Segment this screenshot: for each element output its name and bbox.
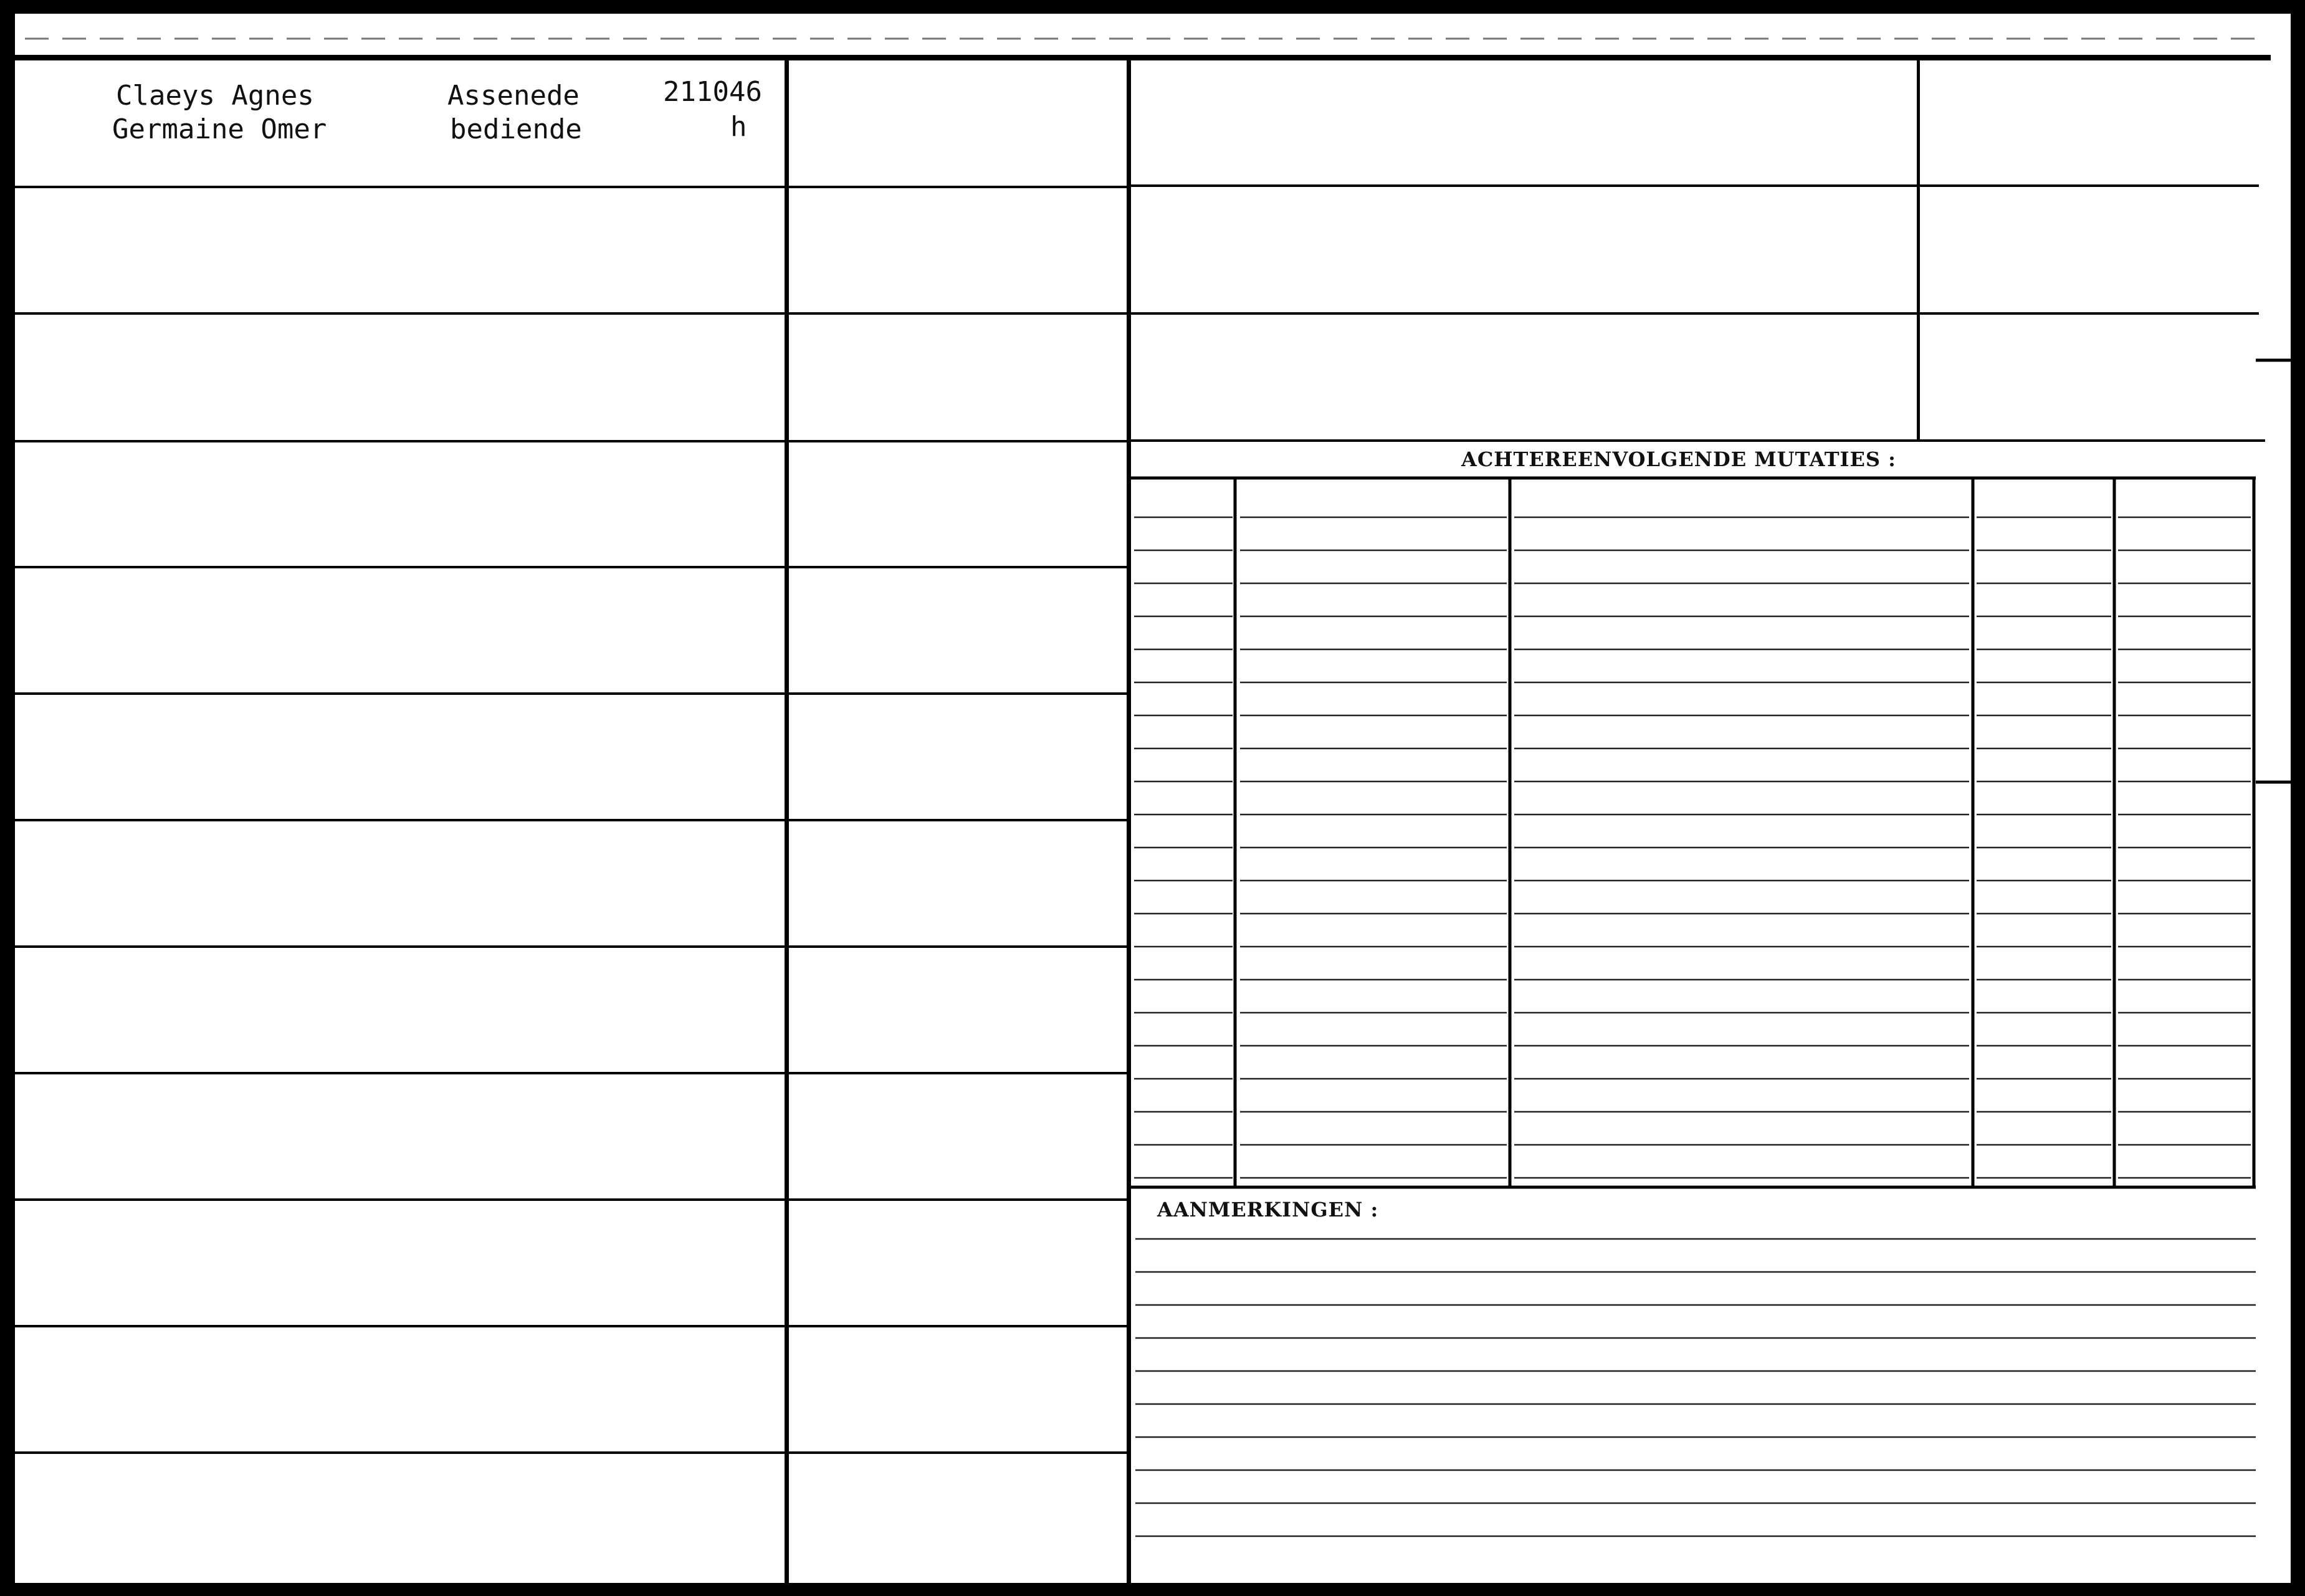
record-code-suffix: h xyxy=(730,111,747,143)
border-bottom xyxy=(0,1583,2305,1596)
column-divider-3 xyxy=(1917,60,1920,442)
occupation: bediende xyxy=(450,113,582,145)
place: Assenede xyxy=(447,80,580,112)
left-rows xyxy=(15,187,1127,1453)
border-left xyxy=(0,0,15,1596)
border-right xyxy=(2291,0,2305,1596)
column-divider-1 xyxy=(785,60,789,1583)
border-top xyxy=(0,0,2305,14)
column-divider-2 xyxy=(1127,60,1131,1583)
mutations-table xyxy=(1131,478,2256,1187)
header-rule xyxy=(15,55,2271,60)
remarks-lines xyxy=(1135,1239,2256,1536)
remarks-heading: AANMERKINGEN : xyxy=(1157,1198,1379,1221)
record-code: 211046 xyxy=(663,76,762,108)
mutations-heading: ACHTEREENVOLGENDE MUTATIES : xyxy=(1461,447,1896,471)
name-line-2: Germaine Omer xyxy=(112,113,327,145)
right-upper-rows xyxy=(1131,186,2265,441)
name-line-1: Claeys Agnes xyxy=(116,80,314,112)
